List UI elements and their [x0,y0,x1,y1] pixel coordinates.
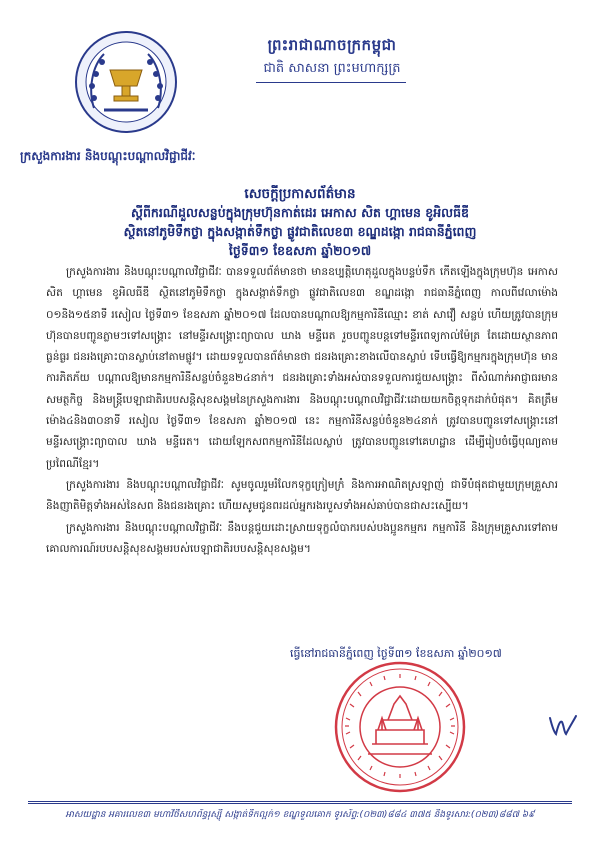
national-motto: ជាតិ សាសនា ព្រះមហាក្សត្រ [263,61,401,76]
footer-divider [28,803,572,804]
body-text [46,262,558,712]
document-title: សេចក្តីប្រកាសព័ត៌មាន [244,186,356,202]
subject-date: ថ្ងៃទី៣១ ខែឧសភា ឆ្នាំ២០១៧ [228,243,372,258]
subject-line-1: ស្តីពីករណីដួលសន្លប់ក្នុងក្រុមហ៊ុនកាត់ដេរ អេកាស សិត ហ្គាមេន ខូអិលធីឌី [131,205,469,220]
ministry-name: ក្រសួងការងារ និងបណ្តុះបណ្តាលវិជ្ជាជីវៈ [20,149,196,163]
footer-address: អាសយដ្ឋាន អគារលេខ៣ មហាវិថីសហព័ន្ធរុស្ស៊ី សង្កាត់ទឹកល្អក់១ ខណ្ឌទួលគោក ទូរស័ព្ទ:(០២៣)៨៨៤ ៣៧៥ និងទូរសារ:(០២៣)៨៨៧ ៦៩ [65,810,535,820]
signature [546,712,580,740]
signing-date: ធ្វើនៅរាជធានីភ្នំពេញ ថ្ងៃទី៣១ ខែឧសភា ឆ្នាំ២០១៧ [290,647,502,660]
official-seal [332,660,468,794]
paragraph: ក្រសួងការងារ និងបណ្តុះបណ្តាលវិជ្ជាជីវៈ បានទទួលព័ត៌មានថា មានឧប្បត្តិហេតុដួលក្នុងបន្ទប់ទឹក កើតឡើងក្នុងក្រុមហ៊ុន អេកាស សិត ហ្គាមេន ខូអិលធីឌី ស្ថិតនៅភូមិទឹកថ្លា ក្នុងសង្កាត់ទឹកថ្លា ផ្លូវជាតិលេខ៣ ខណ្ឌដង្កោ រាជធានីភ្នំពេញ កាលពីវេលាម៉ោង ០១និង១៥នាទី រសៀល ថ្ងៃទី៣១ ខែឧសភា ឆ្នាំ២០១៧ ដែលបានបណ្តាលឱ្យកម្មការិនីឈ្មោះ ខាត់ សាវឿ សន្លប់ ហើយត្រូវបានក្រុមហ៊ុនបានបញ្ជូនភ្លាមៗទៅសង្គ្រោះ នៅមន្ទីរសង្គ្រោះព្យាបាល ឃាង មន្ទីរេត រួចបញ្ជូនបន្តទៅមន្ទីរពេទ្យកាល់ម៉ែត្រ តែដោយស្ថានភាពធ្ងន់ធ្ងរ ជនរងគ្រោះបានស្លាប់នៅតាមផ្លូវ។ ដោយទទួលបានព័ត៌មានថា ជនរងគ្រោះខាងលើបានស្លាប់ ទើបធ្វើឱ្យកម្មករក្នុងក្រុមហ៊ុន មានការភិតភ័យ បណ្តាលឱ្យមានកម្មការិនីសន្លប់ចំនួន២៤នាក់។ ជនរងគ្រោះទាំងអស់បានទទួលការជួយសង្គ្រោះ ពីសំណាក់អាជ្ញាធរមានសមត្ថកិច្ច និងមន្ត្រីបេឡាជាតិរបបសន្តិសុខសង្គមនៃក្រសួងការងារ និងបណ្តុះបណ្តាលវិជ្ជាជីវៈដោយយកចិត្តទុកដាក់បំផុត។ គិតត្រឹមម៉ោង៤និង៣០នាទី រសៀល ថ្ងៃទី៣១ ខែឧសភា ឆ្នាំ២០១៧ នេះ កម្មការិនីសន្លប់ចំនួន២៤នាក់ ត្រូវបានបញ្ជូនទៅសង្គ្រោះនៅមន្ទីរសង្គ្រោះព្យាបាល ឃាង មន្ទីរេត។ ដោយឡែកសពកម្មការិនីដែលស្លាប់ ត្រូវបានបញ្ជូនទៅគេហដ្ឋាន ដើម្បីរៀបចំធ្វើបុណ្យតាមប្រពៃណីខ្មែរ។ [46,266,558,470]
footer-divider [28,801,572,802]
kingdom-name: ព្រះរាជាណាចក្រកម្ពុជា [267,36,397,54]
subject-line-2: ស្ថិតនៅភូមិទឹកថ្លា ក្នុងសង្កាត់ទឹកថ្លា ផ្លូវជាតិលេខ៣ ខណ្ឌដង្កោ រាជធានីភ្នំពេញ [123,224,477,239]
paragraph: ក្រសួងការងារ និងបណ្តុះបណ្តាលវិជ្ជាជីវៈ សូមចូលរួមរំលែកទុក្ខក្រៀមក្រំ និងការអាណិតស្រឡាញ់ ជាទីបំផុតជាមួយក្រុមគ្រួសារ និងញាតិមិត្តទាំងអស់នៃសព និងជនរងគ្រោះ ហើយសូមជូនពរដល់អ្នករងរបួសទាំងអស់ឆាប់បានជាសះស្បើយ។ [46,478,558,513]
ministry-logo [74,30,178,134]
motto-divider [256,82,406,83]
paragraph: ក្រសួងការងារ និងបណ្តុះបណ្តាលវិជ្ជាជីវៈ នឹងបន្តជួយដោះស្រាយទុក្ខលំបាករបស់បងប្អូនកម្មករ កម្មការិនី និងក្រុមគ្រួសារទៅតាមគោលការណ៍របបសន្តិសុខសង្គមរបស់បេឡាជាតិរបបសន្តិសុខសង្គម។ [46,521,558,555]
